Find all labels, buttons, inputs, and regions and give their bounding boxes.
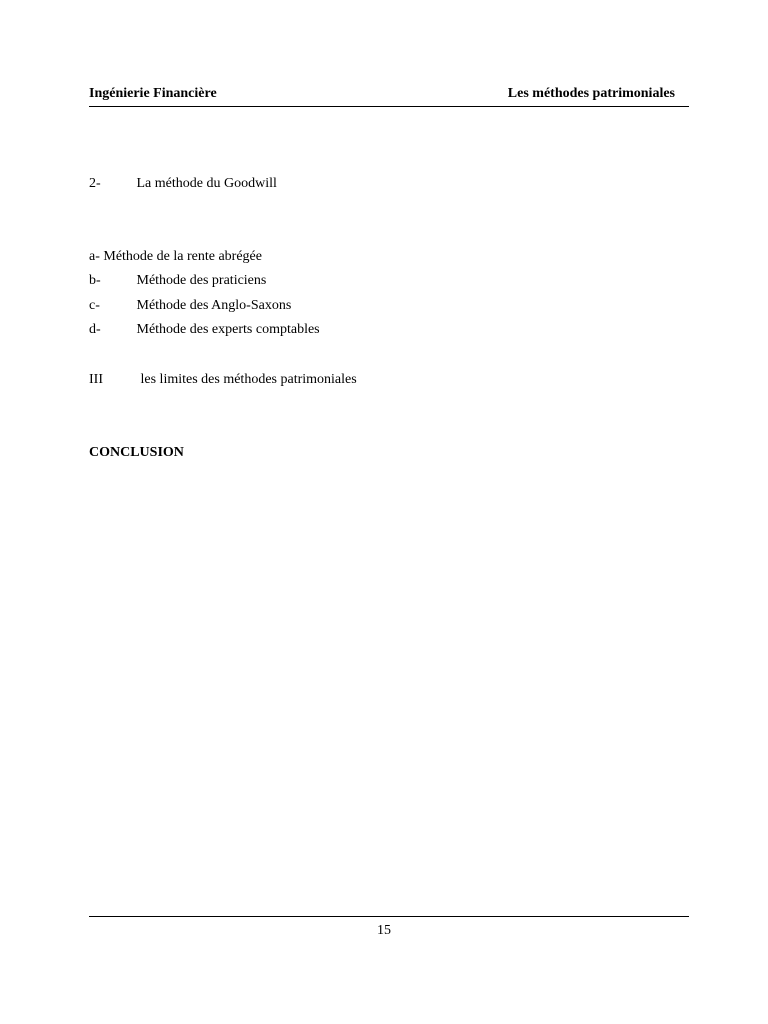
page-number: 15 — [377, 923, 391, 938]
item-d-text: Méthode des experts comptables — [136, 322, 320, 337]
section-2-title: La méthode du Goodwill — [136, 176, 277, 191]
item-b-text: Méthode des praticiens — [136, 273, 267, 288]
item-c-number: c- — [89, 298, 100, 313]
item-a — [89, 249, 262, 265]
item-b-number: b- — [89, 273, 101, 288]
item-d-number: d- — [89, 322, 101, 337]
section-2-number: 2- — [89, 176, 101, 191]
item-b — [89, 273, 266, 289]
conclusion-heading: CONCLUSION — [89, 445, 184, 460]
section-3-number: III — [89, 372, 103, 387]
page-header — [89, 85, 689, 107]
section-3-title: les limites des méthodes patrimoniales — [140, 372, 357, 387]
section-2-heading — [89, 176, 277, 192]
item-d — [89, 322, 320, 338]
item-c-text: Méthode des Anglo-Saxons — [136, 298, 292, 313]
footer-rule — [89, 916, 689, 917]
section-3-heading — [89, 372, 357, 388]
header-course-title: Ingénierie Financière — [89, 86, 217, 101]
header-chapter-title: Les méthodes patrimoniales — [507, 86, 675, 101]
item-a-text: a- Méthode de la rente abrégée — [89, 249, 262, 264]
item-c — [89, 298, 291, 314]
